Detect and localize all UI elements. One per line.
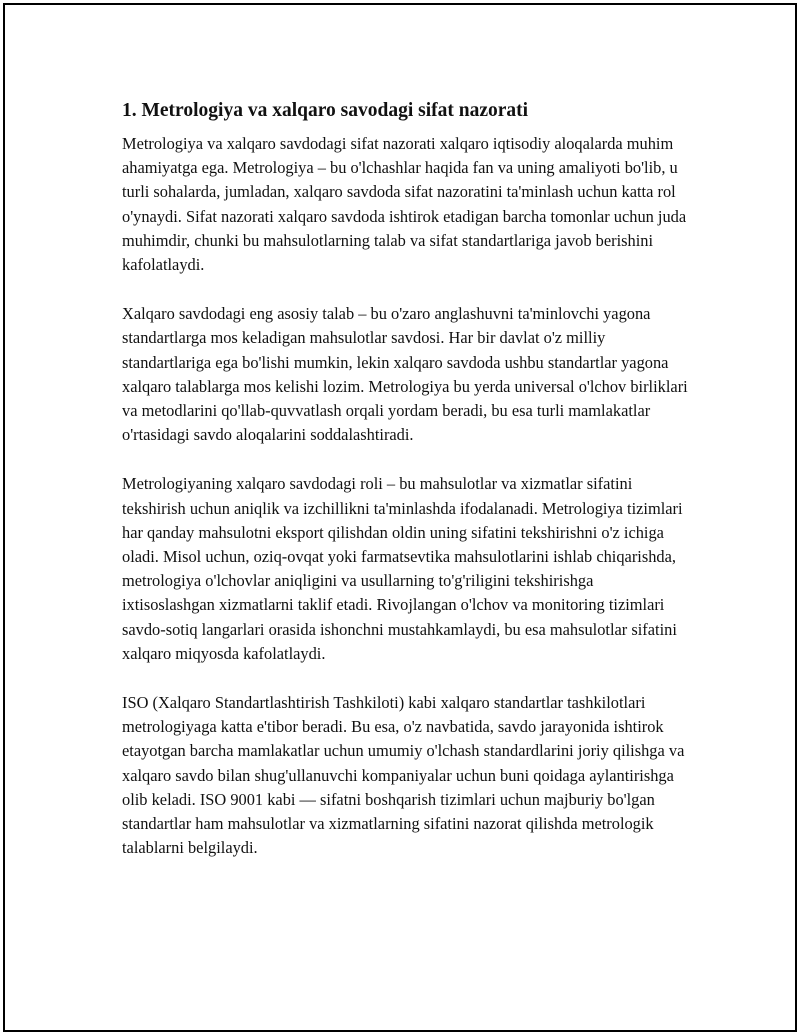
document-body — [122, 98, 690, 885]
paragraph-4: ISO (Xalqaro Standartlashtirish Tashkiloti) kabi xalqaro standartlar tashkilotlari metrologiyaga katta e'tibor beradi. Bu esa, o'z navbatida, savdo jarayonida ishtirok etayotgan barcha mamlakatlar uchun umumiy o'lchash standardlarini joriy qilishga va xalqaro savdo bilan shug'ullanuvchi kompaniyalar uchun buni qoidaga aylantirishga olib keladi. ISO 9001 kabi — sifatni boshqarish tizimlari uchun majburiy bo'lgan standartlar ham mahsulotlar va xizmatlarning sifatini nazorat qilishda metrologik talablarni belgilaydi. — [122, 693, 685, 858]
section-heading: 1. Metrologiya va xalqaro savodagi sifat nazorati — [122, 100, 529, 121]
paragraph-2: Xalqaro savdodagi eng asosiy talab – bu o'zaro anglashuvni ta'minlovchi yagona standartlarga mos keladigan mahsulotlar savdosi. Har bir davlat o'z milliy standartlariga ega bo'lishi mumkin, lekin xalqaro savdoda ushbu standartlar yagona xalqaro talablarga mos kelishi lozim. Metrologiya bu yerda universal o'lchov birliklari va metodlarini qo'llab-quvvatlash orqali yordam beradi, bu esa turli mamlakatlar o'rtasidagi savdo aloqalarini soddalashtiradi. — [122, 304, 688, 445]
paragraph-3: Metrologiyaning xalqaro savdodagi roli – bu mahsulotlar va xizmatlar sifatini tekshirish uchun aniqlik va izchillikni ta'minlashda ifodalanadi. Metrologiya tizimlari har qanday mahsulotni eksport qilishdan oldin uning sifatini tekshirishni o'z ichiga oladi. Misol uchun, oziq-ovqat yoki farmatsevtika mahsulotlarini ishlab chiqarishda, metrologiya o'lchovlar aniqligini va usullarning to'g'riligini tekshirishga ixtisoslashgan xizmatlarni taklif etadi. Rivojlangan o'lchov va monitoring tizimlari savdo-sotiq langarlari orasida ishonchni mustahkamlaydi, bu esa mahsulotlar sifatini xalqaro miqyosda kafolatlaydi. — [122, 474, 683, 663]
paragraph-1: Metrologiya va xalqaro savdodagi sifat nazorati xalqaro iqtisodiy aloqalarda muhim ahamiyatga ega. Metrologiya – bu o'lchashlar haqida fan va uning amaliyoti bo'lib, u turli sohalarda, jumladan, xalqaro savdoda sifat nazoratini ta'minlash uchun katta rol o'ynaydi. Sifat nazorati xalqaro savdoda ishtirok etadigan barcha tomonlar uchun juda muhimdir, chunki bu mahsulotlarning talab va sifat standartlariga javob berishini kafolatlaydi. — [122, 134, 687, 275]
page-frame — [3, 3, 797, 1032]
